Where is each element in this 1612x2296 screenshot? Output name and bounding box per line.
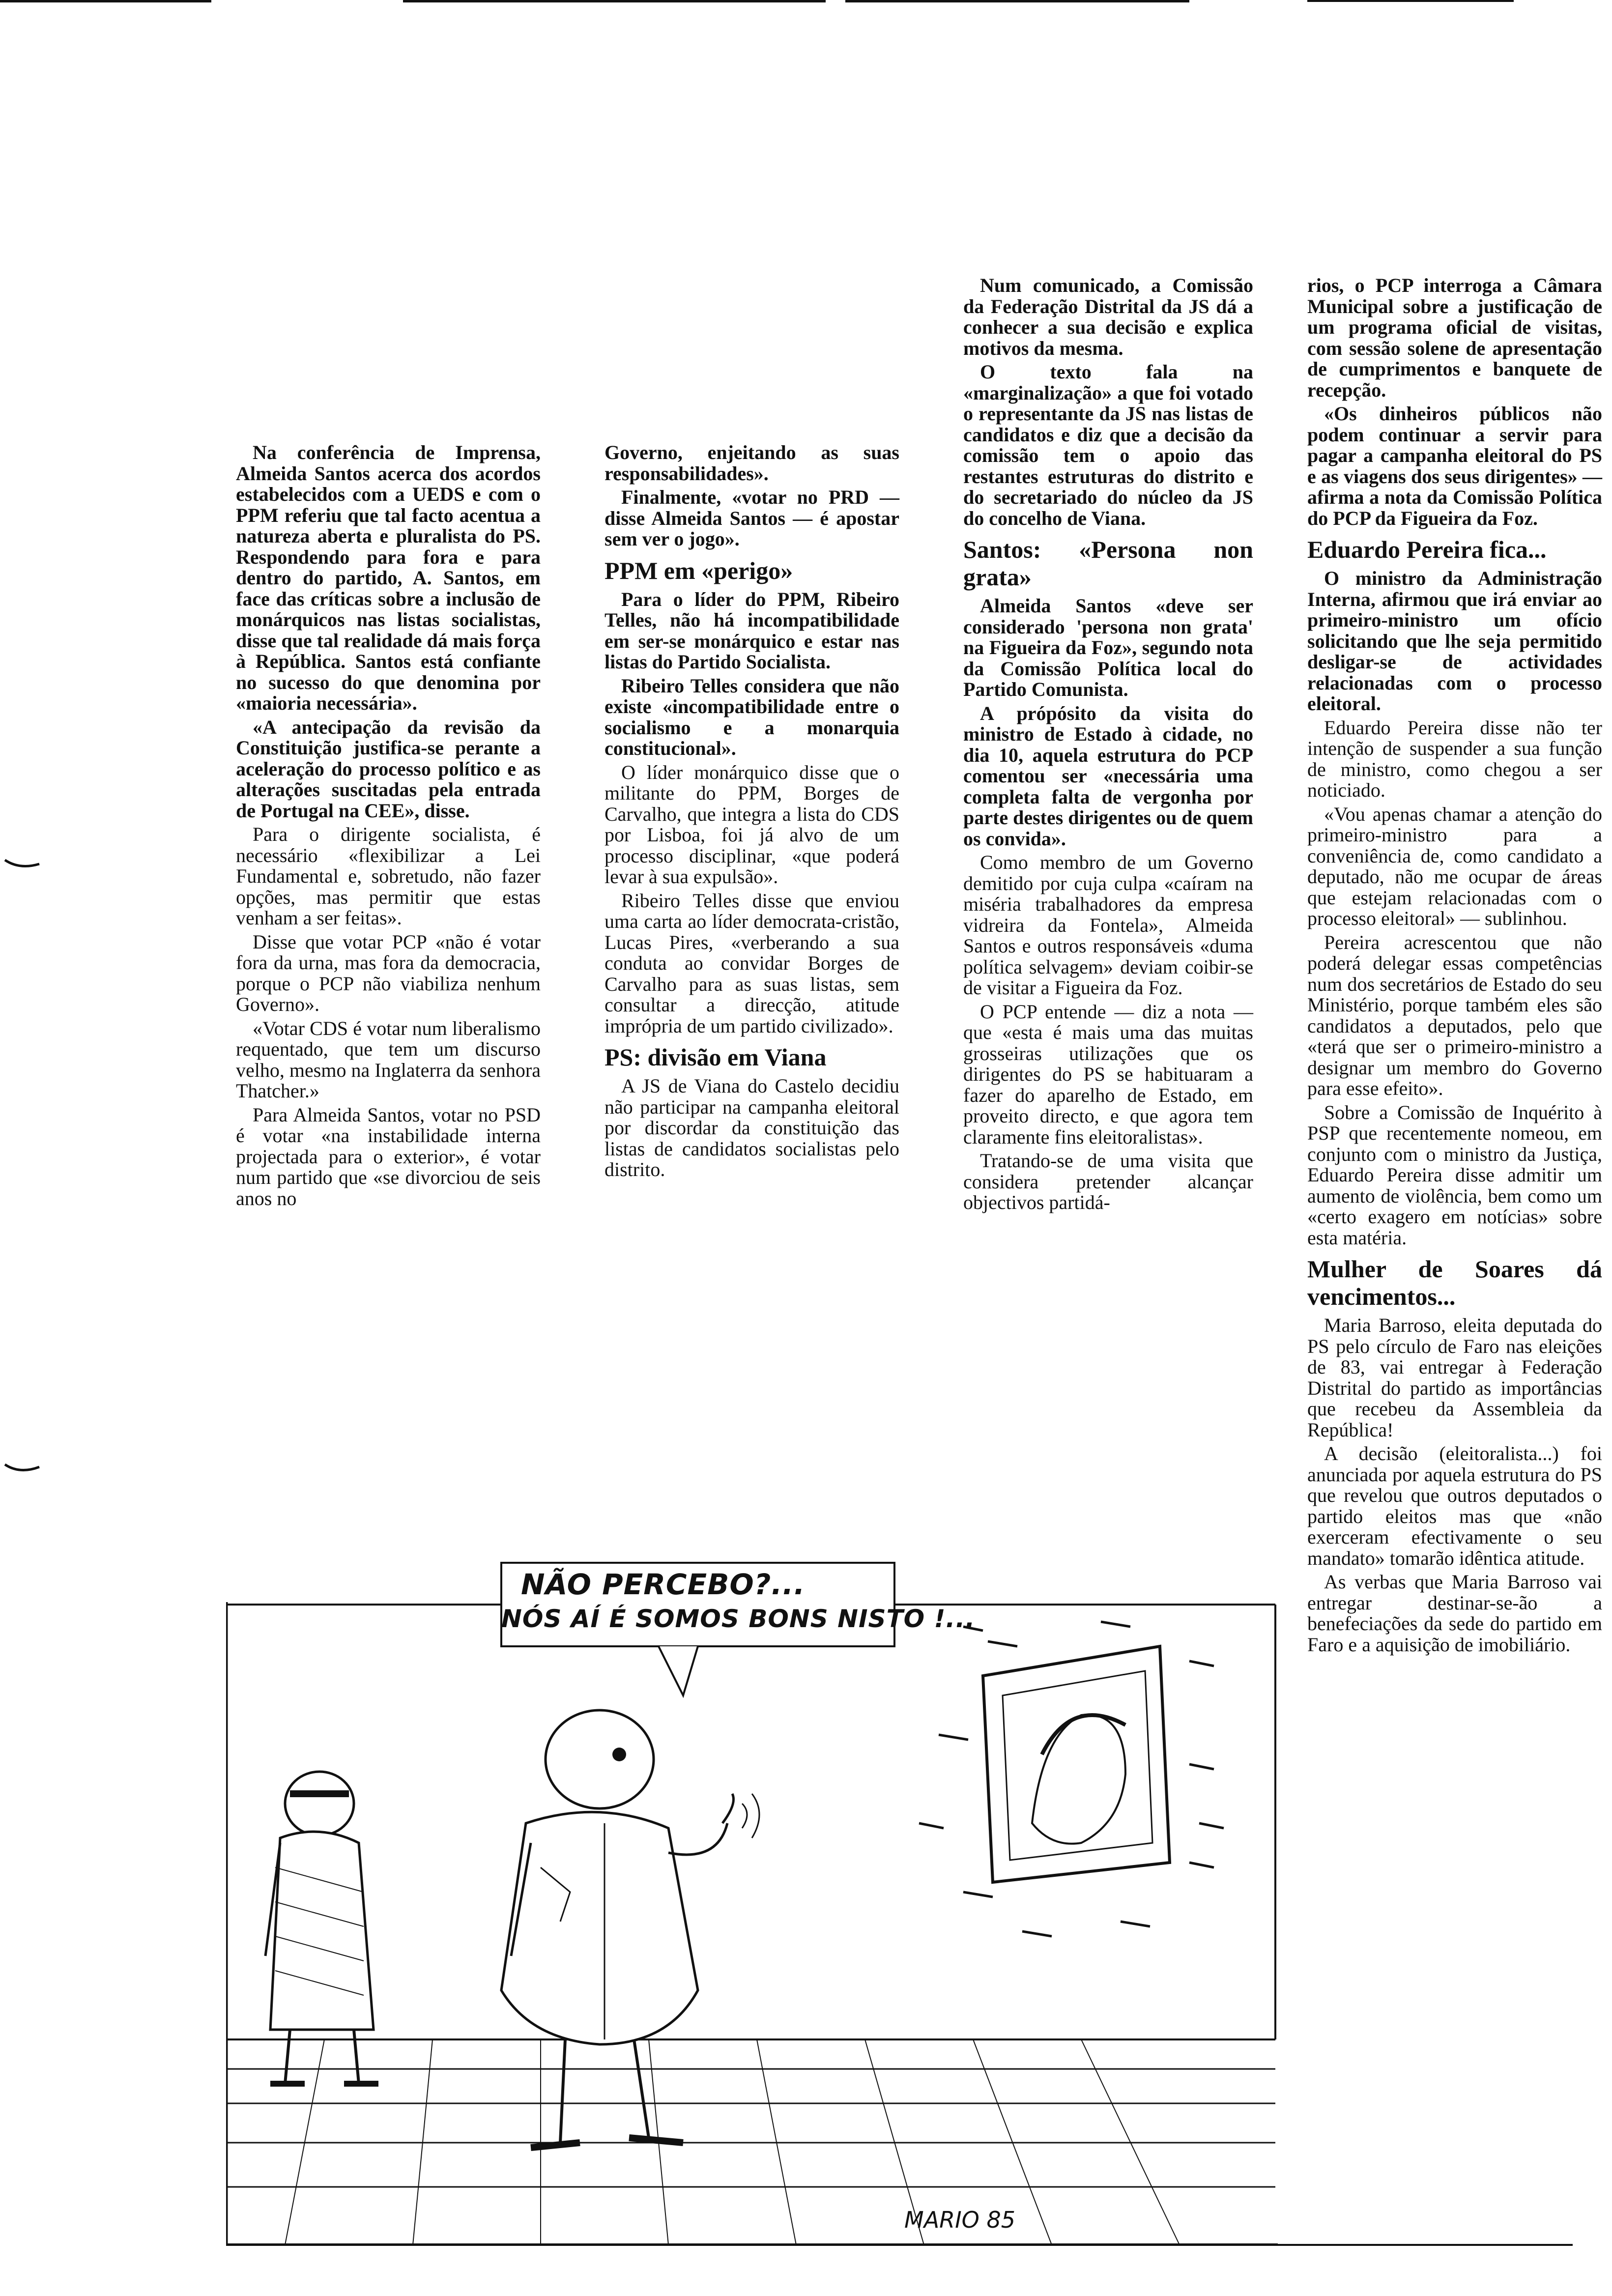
paragraph: «Vou apenas chamar a atenção do primeiro-ministro para a conveniência de, como candidato a deputado, não me ocupar de áreas que estejam relacionadas com o processo eleitoral» — sublinhou. xyxy=(1307,803,1602,929)
heading-ps-viana: PS: divisão em Viana xyxy=(604,1043,827,1071)
paragraph: Para o líder do PPM, Ribeiro Telles, não há incompatibilidade em ser-se monárquico e estar nas listas do Partido Socialista. xyxy=(604,588,899,673)
paragraph: Para Almeida Santos, votar no PSD é votar «na instabilidade interna projectada para o exterior», é votar num partido que «se divorciou de seis anos no xyxy=(236,1103,541,1209)
paragraph: A JS de Viana do Castelo decidiu não participar na campanha eleitoral por discordar da constituição das listas de candidatos socialistas pelo distrito. xyxy=(604,1075,899,1180)
paragraph: Num comunicado, a Comissão da Federação Distrital da JS dá a conhecer a sua decisão e explica motivos da mesma. xyxy=(963,274,1253,359)
paragraph: Ribeiro Telles considera que não existe «incompatibilidade entre o socialismo e a monarquia constitucional». xyxy=(604,674,899,759)
article-column-4 xyxy=(1307,275,1602,1658)
paragraph: Na conferência de Imprensa, Almeida Santos acerca dos acordos estabelecidos com a UEDS e com o PPM referiu que tal facto acentua a natureza aberta e pluralista do PS. Respondendo para fora e para dentro do partido, A. Santos, em face das críticas sobre a inclusão de monárquicos nas listas socialistas, disse que tal realidade dá mais força à República. Santos está confiante no sucesso do que denomina por «maioria necessária». xyxy=(236,441,541,714)
top-rule-right xyxy=(845,0,1189,2)
speech-bubble-line-1: NÃO PERCEBO?... xyxy=(521,1568,806,1601)
heading-ppm: PPM em «perigo» xyxy=(604,556,793,584)
paragraph: As verbas que Maria Barroso vai entregar destinar-se-ão a benefeciações da sede do partido em Faro e a aquisição de imobiliário. xyxy=(1307,1571,1602,1656)
top-rule-left xyxy=(0,0,211,2)
paragraph: A decisão (eleitoralista...) foi anunciada por aquela estrutura do PS que revelou que outros deputados o partido eleitos mas que «não exerceram efectivamente o seu mandato» tomarão idêntica atitude. xyxy=(1307,1442,1602,1569)
paragraph: Para o dirigente socialista, é necessário «flexibilizar a Lei Fundamental e, sobretudo, não fazer opções, mas permitir que estas venham a ser feitas». xyxy=(236,823,541,929)
article-column-1 xyxy=(236,442,541,1212)
paragraph: «A antecipação da revisão da Constituição justifica-se perante a aceleração do processo político e as alterações suscitadas pela entrada de Portugal na CEE», disse. xyxy=(236,716,541,822)
paragraph: Eduardo Pereira disse não ter intenção de suspender a sua função de ministro, como chegou a ser noticiado. xyxy=(1307,716,1602,801)
paragraph: Almeida Santos «deve ser considerado 'persona non grata' na Figueira da Foz», segundo nota da Comissão Política local do Partido Comunista. xyxy=(963,595,1253,700)
paragraph: A própósito da visita do ministro de Estado à cidade, no dia 10, aquela estrutura do PCP comentou ser «necessária uma completa falta de vergonha por parte destes dirigentes ou de quem os convida». xyxy=(963,702,1253,850)
heading-mulher-de-soares: Mulher de Soares dá vencimentos... xyxy=(1307,1255,1602,1310)
bottom-rule xyxy=(1278,2244,1573,2246)
political-cartoon xyxy=(226,1548,1278,2246)
cartoon-drawing xyxy=(226,1548,1278,2246)
article-column-2 xyxy=(604,442,899,1183)
paragraph: Sobre a Comissão de Inquérito à PSP que recentemente nomeou, em conjunto com o ministro da Justiça, Eduardo Pereira disse admitir um aumento de violência, bem como um «certo exagero em notícias» sobre esta matéria. xyxy=(1307,1101,1602,1249)
top-rule-mid xyxy=(403,0,826,2)
paragraph: Ribeiro Telles disse que enviou uma carta ao líder democrata-cristão, Lucas Pires, «verberando a sua conduta ao convidar Borges de Carvalho para as suas listas, sem consultar a direcção, atitude imprópria de um partido civilizado». xyxy=(604,889,899,1037)
heading-santos: Santos: «Persona non grata» xyxy=(963,536,1253,591)
paragraph: Pereira acrescentou que não poderá delegar essas competências num dos secretários de Estado do seu Ministério, porque também eles são candidatos a deputados, pelo que «terá que ser o primeiro-ministro a designar um membro do Governo para esse efeito». xyxy=(1307,931,1602,1099)
cartoonist-signature: MARIO 85 xyxy=(904,2207,1016,2233)
paragraph: «Os dinheiros públicos não podem continuar a servir para pagar a campanha eleitoral do PS e as viagens dos seus dirigentes» — afirma a nota da Comissão Política do PCP da Figueira da Foz. xyxy=(1307,402,1602,529)
paragraph: Finalmente, «votar no PRD — disse Almeida Santos — é apostar sem ver o jogo». xyxy=(604,486,899,550)
paragraph: rios, o PCP interroga a Câmara Municipal sobre a justificação de um programa oficial de visitas, com sessão solene de apresentação de cumprimentos e banquete de recepção. xyxy=(1307,274,1602,401)
paragraph: Maria Barroso, eleita deputada do PS pelo círculo de Faro nas eleições de 83, vai entregar à Federação Distrital do partido as importâncias que recebeu da Assembleia da República! xyxy=(1307,1314,1602,1441)
top-rule-far xyxy=(1307,0,1514,2)
speech-bubble-line-2: NÓS AÍ É SOMOS BONS NISTO !... xyxy=(501,1605,976,1633)
paragraph: Governo, enjeitando as suas responsabilidades». xyxy=(604,441,899,485)
paragraph: Tratando-se de uma visita que considera pretender alcançar objectivos partidá- xyxy=(963,1149,1253,1213)
paragraph: O líder monárquico disse que o militante do PPM, Borges de Carvalho, que integra a lista do CDS por Lisboa, foi já alvo de um processo disciplinar, «que poderá levar à sua expulsão». xyxy=(604,761,899,888)
paragraph: «Votar CDS é votar num liberalismo requentado, que tem um discurso velho, mesmo na Inglaterra da senhora Thatcher.» xyxy=(236,1017,541,1102)
paragraph: Disse que votar PCP «não é votar fora da urna, mas fora da democracia, porque o PCP não viabiliza nenhum Governo». xyxy=(236,930,541,1015)
heading-eduardo-pereira: Eduardo Pereira fica... xyxy=(1307,536,1547,563)
paragraph: O ministro da Administração Interna, afirmou que irá enviar ao primeiro-ministro um ofício solicitando que lhe seja permitido desligar-se de actividades relacionadas com o processo eleitoral. xyxy=(1307,567,1602,715)
article-column-3 xyxy=(963,275,1253,1216)
paragraph: Como membro de um Governo demitido por cuja culpa «caíram na miséria trabalhadores da empresa vidreira da Fontela», Almeida Santos e outros responsáveis «duma política selvagem» deviam coibir-se de visitar a Figueira da Foz. xyxy=(963,851,1253,999)
paragraph: O PCP entende — diz a nota — que «esta é mais uma das muitas grosseiras utilizações que os dirigentes do PS se habituaram a fazer do aparelho de Estado, em proveito directo, e que agora tem claramente fins eleitoralistas». xyxy=(963,1000,1253,1148)
paragraph: O texto fala na «marginalização» a que foi votado o representante da JS nas listas de candidatos e diz que a decisão da comissão tem o apoio das restantes estruturas do distrito e do secretariado do núcleo da JS do concelho de Viana. xyxy=(963,361,1253,529)
binding-marks xyxy=(0,835,59,1523)
